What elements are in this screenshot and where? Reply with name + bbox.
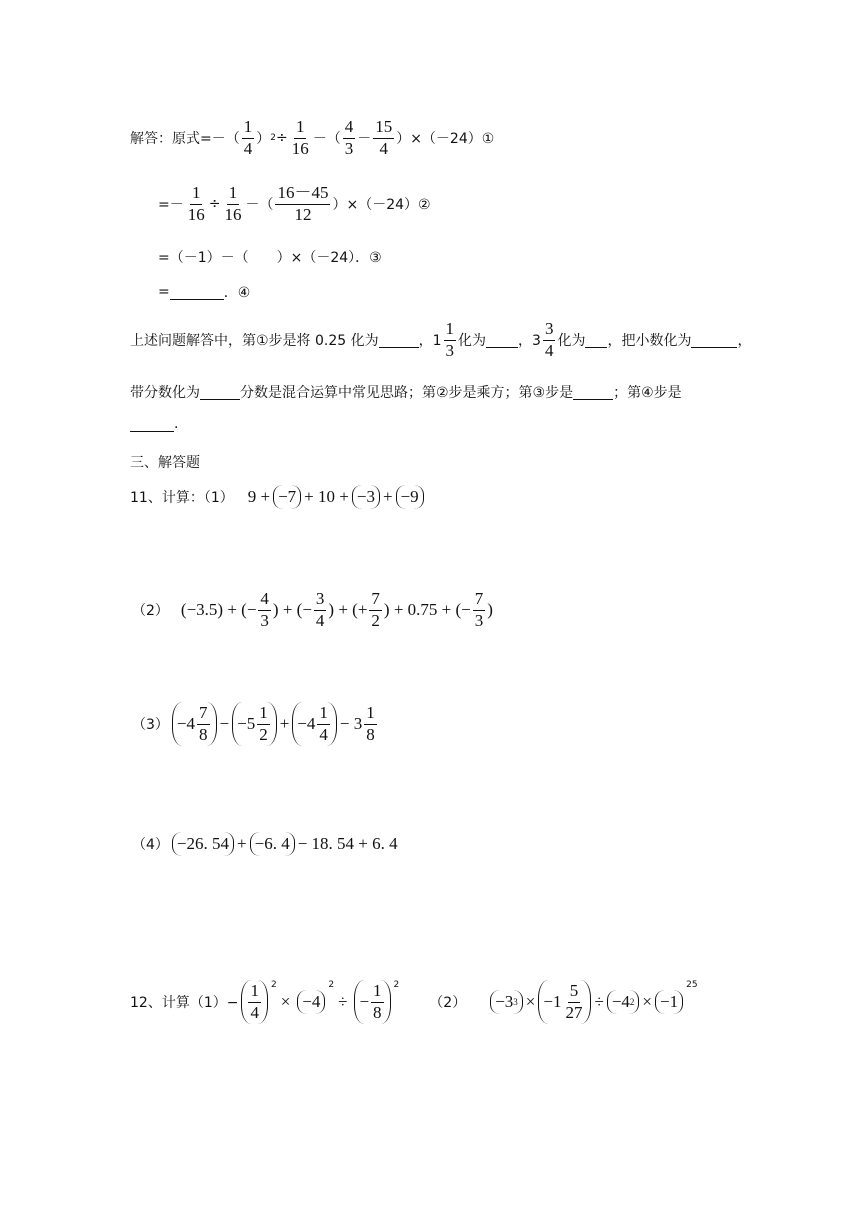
- bracket-group: −4: [297, 990, 325, 1014]
- fraction: $\frac{4}{3}$: [344, 117, 354, 158]
- solution-line-1: 解答：原式=－（ $\frac{1}{4}$ ） 2 ÷ $\frac{1}{16}$ －（ $\frac{4}{3}$ － $\frac{15}{4}$ ）×（－24）①: [130, 117, 495, 158]
- fraction: $\frac{7}{8}$: [199, 703, 208, 744]
- fraction: $\frac{1}{8}$: [366, 703, 375, 744]
- fraction: $\frac{3}{4}$: [315, 589, 325, 630]
- answer-blank[interactable]: [573, 384, 613, 400]
- fraction: $\frac{7}{2}$: [371, 589, 380, 630]
- bracket-group: −1 $\frac{5}{27}$: [538, 980, 591, 1024]
- solution-line-4: = ．④: [158, 284, 251, 301]
- answer-blank[interactable]: [585, 332, 607, 348]
- solution-intro: 解答：原式=－（: [130, 131, 240, 148]
- fraction: $\frac{1}{16}$: [187, 183, 205, 224]
- fraction: $\frac{16-45}{12}$: [277, 183, 329, 224]
- fraction: $\frac{3}{4}$: [544, 319, 554, 360]
- fraction: $\frac{5}{27}$: [565, 981, 583, 1022]
- question-line-1: 上述问题解答中，第①步是将 0.25 化为 ，1 $\frac{1}{3}$ 化为 ，3 $\frac{3}{4}$ 化为 ，把小数化为 ，: [130, 319, 752, 360]
- bracket-group: −4 2: [607, 990, 640, 1014]
- fraction: $\frac{1}{16}$: [291, 117, 309, 158]
- bracket-group: −3 3: [490, 990, 523, 1014]
- q11-part4: （4） −26. 54 + −6. 4 − 18. 54 + 6. 4: [132, 832, 398, 856]
- fraction: $\frac{1}{2}$: [259, 703, 268, 744]
- fraction: $\frac{7}{3}$: [474, 589, 484, 630]
- fraction: $\frac{1}{4}$: [243, 117, 253, 158]
- bracket-group: −26. 54: [172, 832, 234, 856]
- bracket-group: −4 $\frac{7}{8}$: [172, 702, 217, 746]
- fraction: $\frac{1}{3}$: [445, 319, 455, 360]
- bracket-group: −6. 4: [250, 832, 295, 856]
- answer-blank[interactable]: [200, 384, 240, 400]
- q11-part2: （2） (−3.5) + (− $\frac{4}{3}$ ) + (− $\frac{3}{4}$ ) + (+ $\frac{7}{2}$ ) + 0.75 + (− $\frac{7}{3}$ ): [132, 589, 493, 630]
- fraction: $\frac{15}{4}$: [375, 117, 393, 158]
- answer-blank[interactable]: [691, 332, 737, 348]
- answer-blank[interactable]: [130, 416, 174, 432]
- bracket-group: −9: [396, 485, 424, 509]
- bracket-group: −7: [273, 485, 301, 509]
- bracket-group: −5 $\frac{1}{2}$: [232, 702, 277, 746]
- question-line-3: .: [130, 416, 178, 432]
- bracket-group: −3: [352, 485, 380, 509]
- fraction: $\frac{1}{16}$: [224, 183, 242, 224]
- section-title: 三、解答题: [130, 455, 200, 471]
- fraction: $\frac{4}{3}$: [260, 589, 269, 630]
- bracket-group: [241, 980, 268, 1024]
- q12: 12、计算（1）− $\frac{1}{4}$ $^2$ × −4 2 ÷ − $\frac{1}{8}$ $^2$ （2） −3 3 × −1 $\frac{5}{27}$ ÷ −4 2 × −1 25: [130, 980, 698, 1024]
- fraction: $\frac{1}{4}$: [250, 981, 259, 1022]
- answer-blank[interactable]: [486, 332, 518, 348]
- answer-blank[interactable]: [379, 332, 419, 348]
- solution-line-2: =－ $\frac{1}{16}$ ÷ $\frac{1}{16}$ －（ $\frac{16-45}{12}$ ）×（－24）②: [158, 183, 431, 224]
- fraction: $\frac{1}{8}$: [373, 981, 382, 1022]
- solution-line-3: =（－1）－（ ）×（－24）．③: [158, 250, 382, 266]
- fraction: $\frac{1}{4}$: [319, 703, 328, 744]
- question-line-2: 带分数化为 分数是混合运算中常见思路；第②步是乘方；第③步是 ；第④步是: [130, 385, 682, 401]
- q11-label: 11、计算：（1）: [130, 490, 234, 506]
- answer-blank[interactable]: [170, 284, 224, 300]
- bracket-group: − $\frac{1}{8}$: [354, 980, 390, 1024]
- q12-label: 12、计算（1）−: [130, 995, 239, 1012]
- q11-part1: 11、计算：（1） 9 + −7 + 10 + −3 + −9: [130, 485, 427, 509]
- bracket-group: −4 $\frac{1}{4}$: [292, 702, 337, 746]
- q11-part3: （3） −4 $\frac{7}{8}$ − −5 $\frac{1}{2}$ + −4 $\frac{1}{4}$ − 3 $\frac{1}{8}$: [132, 702, 379, 746]
- bracket-group: −1: [655, 990, 683, 1014]
